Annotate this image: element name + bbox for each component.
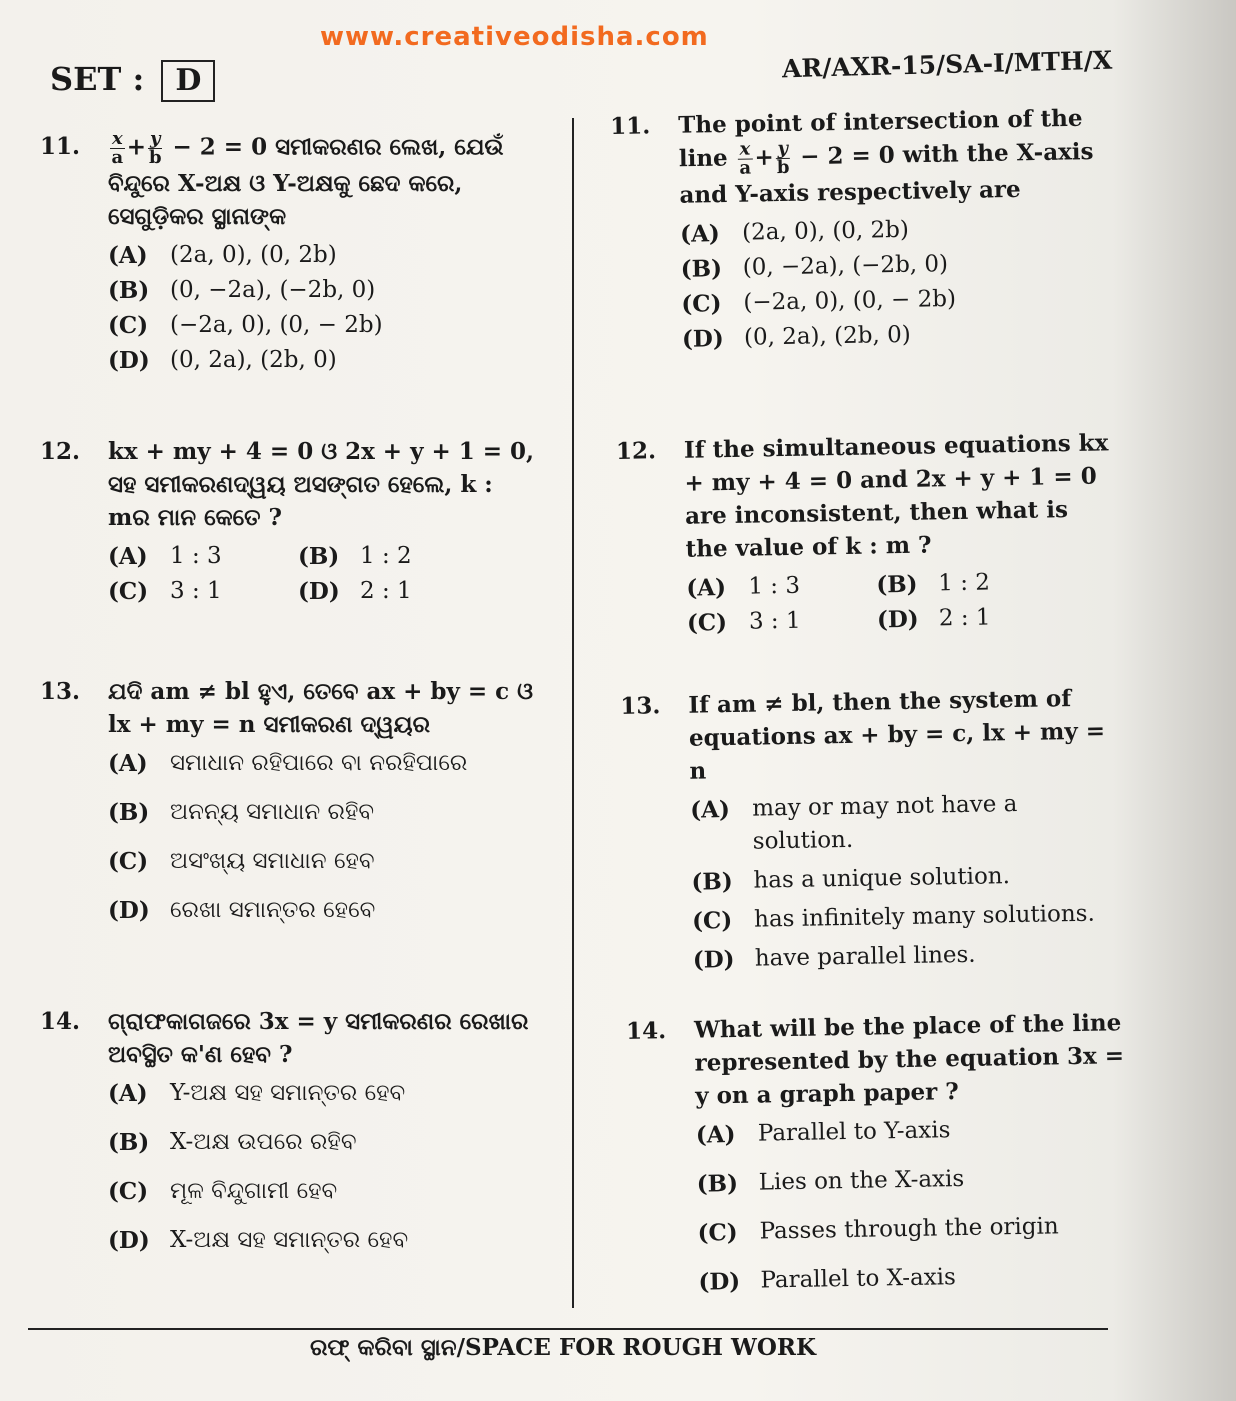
set-indicator xyxy=(50,60,215,102)
option-a: (A) (2a, 0), (0, 2b) xyxy=(679,216,910,248)
set-value-box: D xyxy=(161,60,215,102)
rough-work-label: ରଫ୍ କରିବା ସ୍ଥାନ/SPACE FOR ROUGH WORK xyxy=(310,1334,816,1361)
question-text: ଯଦି am ≠ bl ହୁଏ, ତେବେ ax + by = c ଓ lx + my = n ସମୀକରଣ ଦ୍ୱୟର xyxy=(108,678,533,738)
question-number: 13. xyxy=(620,692,661,720)
option-c: (C) (−2a, 0), (0, − 2b) xyxy=(681,285,957,318)
question-number: 14. xyxy=(625,1017,667,1045)
option-c: (C) (−2a, 0), (0, − 2b) xyxy=(108,312,383,339)
question-number: 14. xyxy=(40,1008,81,1035)
question-12-odia xyxy=(40,435,540,610)
question-14-odia xyxy=(40,1005,540,1273)
set-label: SET : xyxy=(50,60,145,98)
option-c: (C) ଅସଂଖ୍ୟ ସମାଧାନ ହେବ xyxy=(108,848,375,875)
option-d: (D) (0, 2a), (2b, 0) xyxy=(108,347,337,374)
option-a: (A) Y-ଅକ୍ଷ ସହ ସମାନ୍ତର ହେବ xyxy=(108,1080,406,1107)
option-a: (A) may or may not have a solution. xyxy=(689,790,1018,855)
question-13-odia xyxy=(40,675,540,943)
option-c: (C) ମୂଳ ବିନ୍ଦୁଗାମୀ ହେବ xyxy=(108,1178,338,1205)
option-d: (D) 2 : 1 xyxy=(298,578,412,605)
paper-code: AR/AXR-15/SA-I/MTH/X xyxy=(781,45,1113,84)
fraction-y-over-b: $\frac{y}{b}$ xyxy=(776,137,790,179)
question-number: 13. xyxy=(40,678,81,705)
option-c: (C) 3 : 1 xyxy=(108,578,222,605)
option-a: (A) Parallel to Y-axis xyxy=(695,1117,951,1149)
option-d: (D) have parallel lines. xyxy=(692,941,976,974)
question-text: If am ≠ bl, then the system of equations ax + by = c, lx + my = n xyxy=(688,685,1106,785)
option-b: (B) (0, −2a), (−2b, 0) xyxy=(680,251,949,283)
question-13-english xyxy=(620,681,1125,980)
options-list xyxy=(108,1077,540,1257)
question-11-odia xyxy=(40,130,540,379)
options-list xyxy=(108,747,540,927)
option-a: (A) ସମାଧାନ ରହିପାରେ ବା ନରହିପାରେ xyxy=(108,750,468,777)
question-14-english xyxy=(626,1006,1131,1316)
options-list xyxy=(696,1111,1131,1299)
option-a: (A) 1 : 3 xyxy=(686,572,801,602)
question-11-english xyxy=(610,101,1114,359)
question-text: The point of intersection of the line $\frac{x}{a}$ + $\frac{y}{b}$ − 2 = 0 with the X-axis and Y-axis respectively are xyxy=(678,104,1094,209)
question-text: ଗ୍ରାଫକାଗଜରେ 3x = y ସମୀକରଣର ରେଖାର ଅବସ୍ଥିତ କ'ଣ ହେବ ? xyxy=(108,1008,529,1068)
option-b: (B) X-ଅକ୍ଷ ଉପରେ ରହିବ xyxy=(108,1129,357,1156)
question-text: If the simultaneous equations kx + my + 4 = 0 and 2x + y + 1 = 0 are inconsistent, then what is the value of k : m ? xyxy=(683,429,1109,563)
option-b: (B) ଅନନ୍ୟ ସମାଧାନ ରହିବ xyxy=(108,799,375,826)
options-list xyxy=(108,239,540,377)
website-watermark: www.creativeodisha.com xyxy=(320,22,709,52)
question-number: 12. xyxy=(40,438,81,465)
question-number: 11. xyxy=(40,133,81,160)
question-text: What will be the place of the line represented by the equation 3x = y on a graph paper ? xyxy=(693,1009,1125,1110)
option-b: (B) 1 : 2 xyxy=(876,569,991,599)
english-column xyxy=(610,101,1125,1296)
fraction-y-over-b: $\frac{y}{b}$ xyxy=(148,128,162,168)
option-a: (A) (2a, 0), (0, 2b) xyxy=(108,242,337,269)
option-b: (B) has a unique solution. xyxy=(691,863,1011,896)
question-text: $\frac{x}{a}$ + $\frac{y}{b}$ − 2 = 0 ସମୀକରଣର ଲେଖ, ଯେଉଁ ବିନ୍ଦୁରେ X-ଅକ୍ଷ ଓ Y-ଅକ୍ଷକୁ ଛେଦ କରେ, ସେଗୁଡ଼ିକର ସ୍ଥାନାଙ୍କ xyxy=(108,128,504,230)
option-d: (D) ରେଖା ସମାନ୍ତର ହେବେ xyxy=(108,897,376,924)
question-text: kx + my + 4 = 0 ଓ 2x + y + 1 = 0, ସହ ସମୀକରଣଦ୍ୱୟ ଅସଙ୍ଗତ ହେଲେ, k : mର ମାନ କେତେ ? xyxy=(108,438,535,531)
option-b: (B) (0, −2a), (−2b, 0) xyxy=(108,277,376,304)
option-b: (B) Lies on the X-axis xyxy=(696,1165,965,1198)
question-number: 11. xyxy=(610,112,651,140)
option-c: (C) has infinitely many solutions. xyxy=(691,900,1095,935)
option-c: (C) 3 : 1 xyxy=(686,607,801,637)
question-number: 12. xyxy=(615,437,657,465)
fraction-x-over-a: $\frac{x}{a}$ xyxy=(111,128,124,168)
column-divider xyxy=(572,118,574,1308)
option-c: (C) Passes through the origin xyxy=(697,1213,1059,1247)
option-d: (D) (0, 2a), (2b, 0) xyxy=(681,321,911,353)
options-grid xyxy=(686,564,1119,642)
fraction-x-over-a: $\frac{x}{a}$ xyxy=(739,138,752,179)
options-grid xyxy=(108,540,540,610)
option-d: (D) Parallel to X-axis xyxy=(698,1264,957,1296)
footer-rule xyxy=(28,1328,1108,1330)
options-list xyxy=(680,210,1114,356)
question-12-english xyxy=(616,426,1120,643)
option-d: (D) X-ଅକ୍ଷ ସହ ସମାନ୍ତର ହେବ xyxy=(108,1227,409,1254)
options-list xyxy=(690,786,1125,977)
option-d: (D) 2 : 1 xyxy=(876,604,991,634)
option-a: (A) 1 : 3 xyxy=(108,543,222,570)
option-b: (B) 1 : 2 xyxy=(298,543,412,570)
